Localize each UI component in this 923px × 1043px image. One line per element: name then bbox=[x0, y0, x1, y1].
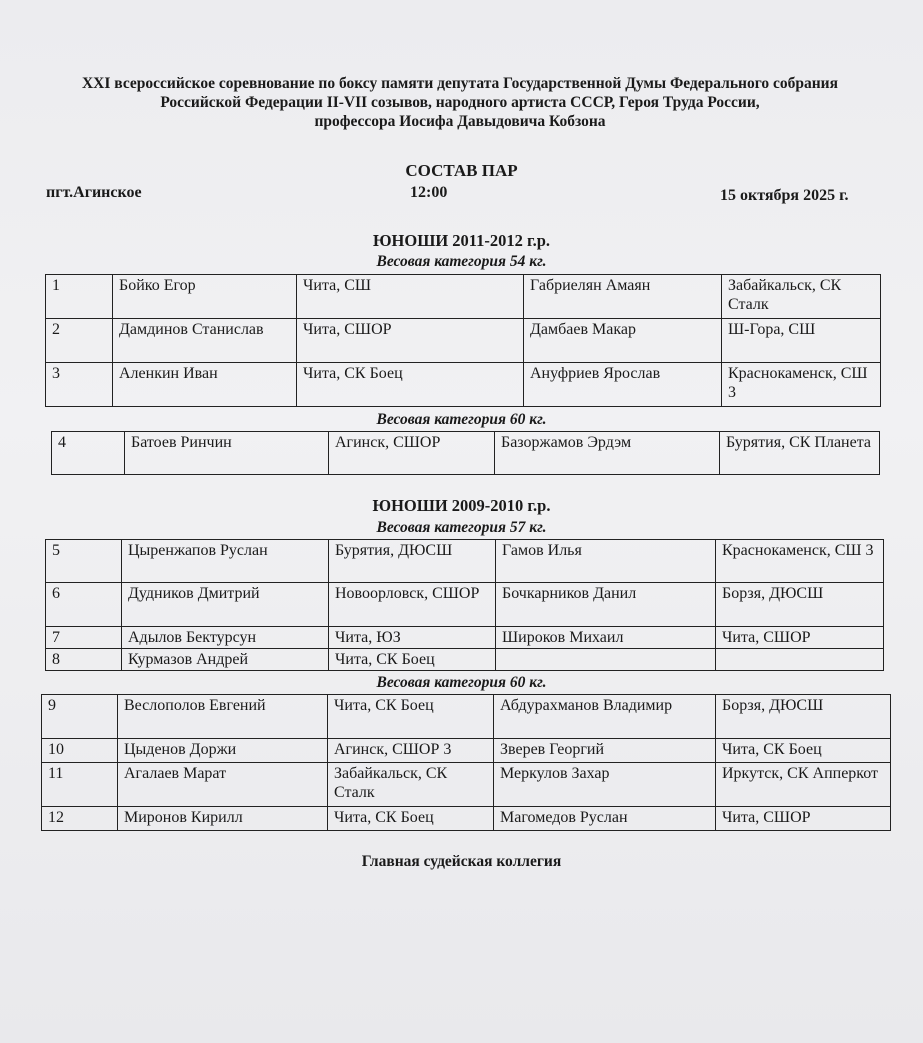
start-time: 12:00 bbox=[410, 184, 448, 201]
age-group-heading: ЮНОШИ 2009-2010 г.р. bbox=[372, 496, 551, 515]
boxer-2-club: Чита, СК Боец bbox=[716, 739, 891, 763]
pairs-table bbox=[45, 274, 881, 407]
boxer-2-club: Бурятия, СК Планета bbox=[720, 432, 880, 475]
weight-category-heading: Весовая категория 60 кг. bbox=[376, 411, 547, 428]
boxer-1-name: Дамдинов Станислав bbox=[113, 319, 297, 363]
boxer-2-club: Краснокаменск, СШ 3 bbox=[716, 540, 884, 583]
boxer-2-club: Ш-Гора, СШ bbox=[722, 319, 881, 363]
venue: пгт.Агинское bbox=[46, 184, 142, 201]
table-row bbox=[46, 540, 884, 583]
weight-category-heading: Весовая категория 57 кг. bbox=[376, 519, 547, 536]
boxer-2-name: Бочкарников Данил bbox=[496, 583, 716, 627]
boxer-1-club: Новоорловск, СШОР bbox=[329, 583, 496, 627]
boxer-1-club: Чита, СШОР bbox=[297, 319, 524, 363]
boxer-2-name: Дамбаев Макар bbox=[524, 319, 722, 363]
pairs-table bbox=[51, 431, 880, 475]
pair-number: 9 bbox=[42, 695, 118, 739]
boxer-2-club: Забайкальск, СК Сталк bbox=[722, 275, 881, 319]
boxer-2-club: Чита, СШОР bbox=[716, 627, 884, 649]
document-title bbox=[20, 74, 900, 131]
pair-number: 3 bbox=[46, 363, 113, 407]
boxer-1-name: Батоев Ринчин bbox=[125, 432, 329, 475]
age-group-heading: ЮНОШИ 2011-2012 г.р. bbox=[372, 231, 551, 250]
boxer-2-club bbox=[716, 649, 884, 671]
pair-number: 10 bbox=[42, 739, 118, 763]
pairs-table bbox=[41, 694, 891, 831]
boxer-1-name: Цыренжапов Руслан bbox=[122, 540, 329, 583]
boxer-2-name: Меркулов Захар bbox=[494, 763, 716, 807]
boxer-1-club: Агинск, СШОР 3 bbox=[328, 739, 494, 763]
table-row bbox=[42, 695, 891, 739]
table-row bbox=[46, 275, 881, 319]
table-row bbox=[46, 319, 881, 363]
pair-number: 5 bbox=[46, 540, 122, 583]
pair-number: 2 bbox=[46, 319, 113, 363]
boxer-1-club: Чита, СК Боец bbox=[328, 807, 494, 831]
boxer-1-club: Бурятия, ДЮСШ bbox=[329, 540, 496, 583]
boxer-2-club: Борзя, ДЮСШ bbox=[716, 695, 891, 739]
boxer-1-club: Чита, СК Боец bbox=[329, 649, 496, 671]
pair-number: 8 bbox=[46, 649, 122, 671]
table-row bbox=[42, 739, 891, 763]
boxer-1-name: Миронов Кирилл bbox=[118, 807, 328, 831]
boxer-1-club: Чита, СК Боец bbox=[297, 363, 524, 407]
boxer-1-club: Чита, СК Боец bbox=[328, 695, 494, 739]
table-row bbox=[42, 807, 891, 831]
boxer-1-name: Дудников Дмитрий bbox=[122, 583, 329, 627]
event-date: 15 октября 2025 г. bbox=[720, 187, 849, 204]
pairs-table bbox=[45, 539, 884, 671]
table-row bbox=[46, 649, 884, 671]
boxer-2-club: Иркутск, СК Апперкот bbox=[716, 763, 891, 807]
boxer-2-name: Абдурахманов Владимир bbox=[494, 695, 716, 739]
table-row bbox=[46, 583, 884, 627]
boxer-1-name: Курмазов Андрей bbox=[122, 649, 329, 671]
boxer-2-name: Базоржамов Эрдэм bbox=[495, 432, 720, 475]
title-line-1: XXI всероссийское соревнование по боксу памяти депутата Государственной Думы Федерального собрания bbox=[81, 75, 839, 92]
boxer-1-name: Аленкин Иван bbox=[113, 363, 297, 407]
boxer-1-club: Чита, ЮЗ bbox=[329, 627, 496, 649]
boxer-2-name: Магомедов Руслан bbox=[494, 807, 716, 831]
table-row bbox=[46, 627, 884, 649]
table-row bbox=[46, 363, 881, 407]
boxer-2-club: Борзя, ДЮСШ bbox=[716, 583, 884, 627]
judges-panel-caption: Главная судейская коллегия bbox=[361, 853, 562, 870]
weight-category-heading: Весовая категория 54 кг. bbox=[376, 253, 547, 270]
boxer-1-club: Агинск, СШОР bbox=[329, 432, 495, 475]
pairs-heading: СОСТАВ ПАР bbox=[405, 161, 518, 180]
boxer-1-name: Адылов Бектурсун bbox=[122, 627, 329, 649]
pair-number: 11 bbox=[42, 763, 118, 807]
pair-number: 6 bbox=[46, 583, 122, 627]
weight-category-heading: Весовая категория 60 кг. bbox=[376, 674, 547, 691]
boxer-2-name: Ануфриев Ярослав bbox=[524, 363, 722, 407]
boxer-2-name: Широков Михаил bbox=[496, 627, 716, 649]
pair-number: 1 bbox=[46, 275, 113, 319]
pair-number: 7 bbox=[46, 627, 122, 649]
boxer-1-name: Агалаев Марат bbox=[118, 763, 328, 807]
pair-number: 4 bbox=[52, 432, 125, 475]
boxer-2-club: Чита, СШОР bbox=[716, 807, 891, 831]
title-line-2: Российской Федерации II-VII созывов, народного артиста СССР, Героя Труда России, bbox=[160, 94, 760, 111]
pair-number: 12 bbox=[42, 807, 118, 831]
table-row bbox=[42, 763, 891, 807]
boxer-1-name: Веслополов Евгений bbox=[118, 695, 328, 739]
title-line-3: профессора Иосифа Давыдовича Кобзона bbox=[314, 113, 606, 130]
boxer-1-name: Бойко Егор bbox=[113, 275, 297, 319]
boxer-2-name bbox=[496, 649, 716, 671]
boxer-1-club: Забайкальск, СК Сталк bbox=[328, 763, 494, 807]
boxer-2-name: Габриелян Амаян bbox=[524, 275, 722, 319]
boxer-2-club: Краснокаменск, СШ 3 bbox=[722, 363, 881, 407]
boxer-1-name: Цыденов Доржи bbox=[118, 739, 328, 763]
boxer-2-name: Зверев Георгий bbox=[494, 739, 716, 763]
table-row bbox=[52, 432, 880, 475]
boxer-1-club: Чита, СШ bbox=[297, 275, 524, 319]
boxer-2-name: Гамов Илья bbox=[496, 540, 716, 583]
